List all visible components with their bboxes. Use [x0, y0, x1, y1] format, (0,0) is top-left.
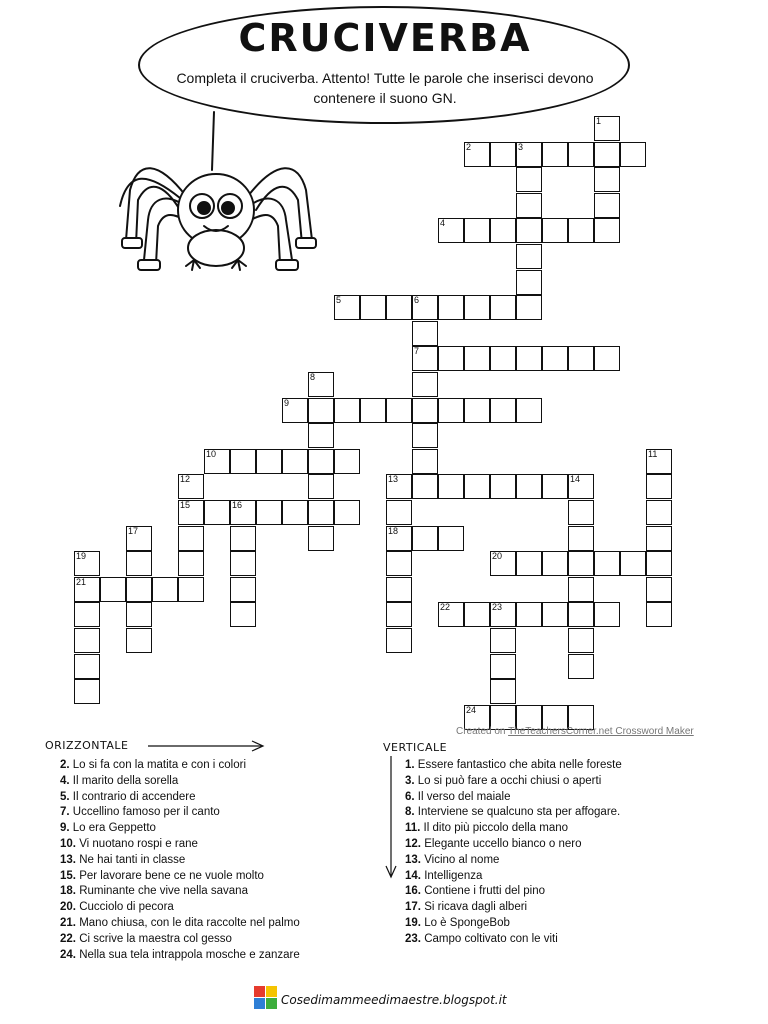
crossword-cell[interactable]	[74, 628, 100, 653]
clue-number: 7.	[60, 806, 70, 819]
crossword-cell[interactable]	[516, 167, 542, 192]
crossword-cell[interactable]	[386, 500, 412, 525]
crossword-cell[interactable]	[438, 526, 464, 551]
crossword-cell[interactable]	[516, 551, 542, 576]
cell-number: 1	[596, 116, 602, 126]
crossword-cell[interactable]	[256, 449, 282, 474]
clue-text: Campo coltivato con le viti	[421, 932, 558, 945]
across-clue-list	[60, 758, 300, 963]
crossword-cell[interactable]	[178, 474, 204, 499]
clue-number: 4.	[60, 774, 70, 787]
clue-number: 17.	[405, 901, 421, 914]
crossword-cell[interactable]	[74, 602, 100, 627]
crossword-cell[interactable]	[412, 346, 438, 371]
across-clue	[60, 869, 300, 885]
down-clue	[405, 932, 622, 948]
crossword-cell[interactable]	[126, 628, 152, 653]
cell-number: 20	[492, 551, 503, 562]
crossword-cell[interactable]	[178, 500, 204, 525]
clue-number: 15.	[60, 869, 76, 882]
crossword-cell[interactable]	[620, 142, 646, 167]
crossword-cell[interactable]	[412, 295, 438, 320]
clue-text: Lo si può fare a occhi chiusi o aperti	[414, 774, 602, 787]
crossword-cell[interactable]	[464, 398, 490, 423]
crossword-cell[interactable]	[594, 116, 620, 141]
crossword-cell[interactable]	[308, 526, 334, 551]
clue-number: 22.	[60, 932, 76, 945]
cell-number: 19	[76, 551, 87, 562]
arrow-down-icon	[384, 756, 398, 880]
clue-number: 16.	[405, 885, 421, 898]
crossword-cell[interactable]	[516, 398, 542, 423]
clue-text: Essere fantastico che abita nelle foreste	[414, 759, 622, 771]
crossword-cell[interactable]	[568, 526, 594, 551]
crossword-cell[interactable]	[230, 602, 256, 627]
clue-number: 3.	[405, 774, 415, 787]
crossword-cell[interactable]	[568, 474, 594, 499]
crossword-cell[interactable]	[386, 628, 412, 653]
down-heading: VERTICALE	[383, 741, 448, 754]
crossword-cell[interactable]	[490, 551, 516, 576]
crossword-cell[interactable]	[490, 142, 516, 167]
crossword-cell[interactable]	[490, 602, 516, 627]
down-clue	[405, 916, 622, 932]
crossword-cell[interactable]	[308, 372, 334, 397]
crossword-cell[interactable]	[438, 602, 464, 627]
crossword-cell[interactable]	[542, 551, 568, 576]
crossword-cell[interactable]	[438, 346, 464, 371]
down-clue	[405, 790, 622, 806]
cell-number: 8	[310, 372, 316, 382]
page-title: CRUCIVERBA	[238, 16, 532, 60]
cell-number: 17	[128, 525, 139, 536]
clue-number: 14.	[405, 869, 421, 882]
crossword-cell[interactable]	[204, 449, 230, 474]
crossword-cell[interactable]	[646, 526, 672, 551]
cell-number: 4	[440, 218, 446, 229]
clue-text: Ci scrive la maestra col gesso	[76, 932, 232, 945]
crossword-cell[interactable]	[386, 526, 412, 551]
across-clue	[60, 932, 300, 948]
cell-number: 23	[492, 602, 503, 613]
crossword-cell[interactable]	[282, 398, 308, 423]
crossword-cell[interactable]	[516, 218, 542, 243]
down-clue	[405, 853, 622, 869]
crossword-cell[interactable]	[646, 551, 672, 576]
crossword-cell[interactable]	[360, 398, 386, 423]
crossword-cell[interactable]	[594, 193, 620, 218]
crossword-cell[interactable]	[568, 142, 594, 167]
clue-text: Intelligenza	[421, 869, 483, 882]
crossword-cell[interactable]	[230, 551, 256, 576]
clue-number: 1.	[405, 759, 415, 771]
across-clue	[60, 916, 300, 932]
crossword-cell[interactable]	[542, 218, 568, 243]
crossword-cell[interactable]	[568, 654, 594, 679]
clue-text: Lo era Geppetto	[69, 822, 156, 835]
crossword-cell[interactable]	[126, 526, 152, 551]
clue-text: Elegante uccello bianco o nero	[421, 837, 582, 850]
crossword-cell[interactable]	[334, 500, 360, 525]
down-clue	[405, 900, 622, 916]
crossword-cell[interactable]	[646, 474, 672, 499]
clue-number: 11.	[405, 822, 421, 835]
crossword-cell[interactable]	[308, 500, 334, 525]
across-clue	[60, 853, 300, 869]
clue-number: 20.	[60, 901, 76, 914]
across-clue	[60, 774, 300, 790]
cell-number: 22	[440, 602, 451, 613]
crossword-cell[interactable]	[230, 449, 256, 474]
crossword-cell[interactable]	[412, 474, 438, 499]
cell-number: 7	[414, 346, 420, 357]
crossword-cell[interactable]	[516, 142, 542, 167]
cell-number: 9	[284, 397, 290, 408]
footer-site[interactable]: Cosedimammeedimaestre.blogspot.it	[281, 993, 507, 1007]
credit-line	[456, 726, 694, 737]
across-clue	[60, 884, 300, 900]
across-clue	[60, 837, 300, 853]
clue-number: 23.	[405, 932, 421, 945]
down-clue	[405, 869, 622, 885]
crossword-cell[interactable]	[308, 474, 334, 499]
cell-number: 24	[466, 704, 477, 715]
cell-number: 13	[388, 474, 399, 485]
crossword-cell[interactable]	[464, 602, 490, 627]
clue-text: Il marito della sorella	[69, 774, 179, 787]
cell-number: 16	[232, 500, 243, 510]
crossword-cell[interactable]	[594, 602, 620, 627]
crossword-cell[interactable]	[594, 167, 620, 192]
clue-number: 10.	[60, 837, 76, 850]
crossword-cell[interactable]	[464, 142, 490, 167]
across-clue	[60, 948, 300, 964]
crossword-cell[interactable]	[308, 423, 334, 448]
clue-number: 2.	[60, 759, 70, 771]
clue-text: Contiene i frutti del pino	[421, 885, 546, 898]
crossword-cell[interactable]	[542, 602, 568, 627]
crossword-cell[interactable]	[516, 602, 542, 627]
crossword-cell[interactable]	[334, 295, 360, 320]
crossword-cell[interactable]	[464, 295, 490, 320]
crossword-cell[interactable]	[568, 500, 594, 525]
crossword-cell[interactable]	[490, 295, 516, 320]
crossword-cell[interactable]	[412, 449, 438, 474]
crossword-cell[interactable]	[386, 474, 412, 499]
clue-text: Uccellino famoso per il canto	[69, 806, 220, 819]
clue-text: Il contrario di accendere	[69, 790, 196, 803]
crossword-cell[interactable]	[334, 398, 360, 423]
clue-number: 5.	[60, 790, 70, 803]
crossword-cell[interactable]	[74, 551, 100, 576]
crossword-cell[interactable]	[282, 500, 308, 525]
crossword-cell[interactable]	[646, 602, 672, 627]
clue-number: 24.	[60, 948, 76, 961]
crossword-cell[interactable]	[178, 551, 204, 576]
cell-number: 11	[648, 448, 658, 459]
across-clue	[60, 758, 300, 774]
crossword-cell[interactable]	[620, 551, 646, 576]
down-clue	[405, 884, 622, 900]
crossword-cell[interactable]	[516, 346, 542, 371]
clue-text: Si ricava dagli alberi	[421, 901, 528, 914]
cell-number: 6	[414, 295, 420, 306]
clue-text: Il verso del maiale	[414, 790, 511, 803]
cell-number: 21	[76, 576, 87, 587]
crossword-cell[interactable]	[74, 679, 100, 704]
crossword-cell[interactable]	[464, 346, 490, 371]
across-clue	[60, 900, 300, 916]
crossword-cell[interactable]	[490, 679, 516, 704]
crossword-cell[interactable]	[438, 295, 464, 320]
cell-number: 15	[180, 500, 191, 510]
crossword-cell[interactable]	[516, 474, 542, 499]
credit-prefix: Created on	[456, 726, 509, 737]
crossword-cell[interactable]	[230, 500, 256, 525]
clue-number: 8.	[405, 806, 415, 819]
crossword-cell[interactable]	[568, 551, 594, 576]
crossword-cell[interactable]	[412, 423, 438, 448]
clue-number: 6.	[405, 790, 415, 803]
crossword-cell[interactable]	[308, 398, 334, 423]
crossword-cell[interactable]	[646, 449, 672, 474]
across-heading: ORIZZONTALE	[45, 739, 129, 752]
crossword-cell[interactable]	[178, 526, 204, 551]
clue-text: Ne hai tanti in classe	[76, 853, 186, 866]
clue-number: 18.	[60, 885, 76, 898]
crossword-cell[interactable]	[386, 398, 412, 423]
crossword-cell[interactable]	[464, 218, 490, 243]
crossword-cell[interactable]	[646, 577, 672, 602]
clue-number: 12.	[405, 837, 421, 850]
clue-text: Vi nuotano rospi e rane	[76, 837, 198, 850]
crossword-cell[interactable]	[542, 346, 568, 371]
down-clue-list	[405, 758, 622, 948]
cell-number: 12	[180, 474, 191, 485]
crossword-cell[interactable]	[516, 270, 542, 295]
crossword-cell[interactable]	[126, 602, 152, 627]
clue-text: Lo è SpongeBob	[421, 916, 510, 929]
across-clue	[60, 821, 300, 837]
crossword-cell[interactable]	[594, 551, 620, 576]
clue-text: Il dito più piccolo della mano	[420, 822, 569, 835]
crossword-cell[interactable]	[594, 142, 620, 167]
crossword-cell[interactable]	[386, 602, 412, 627]
crossword-cell[interactable]	[490, 346, 516, 371]
across-clue	[60, 805, 300, 821]
cell-number: 14	[570, 474, 581, 485]
clue-number: 13.	[60, 853, 76, 866]
crossword-cell[interactable]	[100, 577, 126, 602]
down-clue	[405, 837, 622, 853]
crossword-cell[interactable]	[412, 372, 438, 397]
crossword-cell[interactable]	[516, 295, 542, 320]
crossword-cell[interactable]	[334, 449, 360, 474]
crossword-cell[interactable]	[516, 193, 542, 218]
puzzle-logo-icon	[254, 986, 278, 1012]
crossword-cell[interactable]	[230, 577, 256, 602]
crossword-cell[interactable]	[568, 577, 594, 602]
down-clue	[405, 821, 622, 837]
crossword-cell[interactable]	[438, 398, 464, 423]
crossword-cell[interactable]	[386, 551, 412, 576]
clue-text: Vicino al nome	[421, 853, 500, 866]
crossword-cell[interactable]	[230, 526, 256, 551]
crossword-cell[interactable]	[464, 474, 490, 499]
crossword-cell[interactable]	[568, 346, 594, 371]
crossword-cell[interactable]	[74, 577, 100, 602]
clue-text: Per lavorare bene ce ne vuole molto	[76, 869, 264, 882]
cell-number: 5	[336, 295, 342, 306]
crossword-cell[interactable]	[646, 500, 672, 525]
crossword-cell[interactable]	[360, 295, 386, 320]
cell-number: 18	[388, 525, 399, 536]
crossword-cell[interactable]	[386, 295, 412, 320]
down-clue	[405, 774, 622, 790]
clue-text: Nella sua tela intrappola mosche e zanzare	[76, 948, 300, 961]
clue-number: 19.	[405, 916, 421, 929]
crossword-cell[interactable]	[178, 577, 204, 602]
crossword-cell[interactable]	[126, 551, 152, 576]
crossword-cell[interactable]	[490, 398, 516, 423]
crossword-cell[interactable]	[438, 218, 464, 243]
crossword-cell[interactable]	[490, 474, 516, 499]
clue-number: 21.	[60, 916, 76, 929]
crossword-cell[interactable]	[542, 474, 568, 499]
crossword-cell[interactable]	[126, 577, 152, 602]
crossword-cell[interactable]	[594, 218, 620, 243]
cell-number: 3	[518, 141, 524, 152]
clue-text: Mano chiusa, con le dita raccolte nel palmo	[76, 916, 300, 929]
down-clue	[405, 805, 622, 821]
cell-number: 2	[466, 141, 472, 152]
instructions: Completa il cruciverba. Attento! Tutte le parole che inserisci devono contenere il suono GN.	[176, 70, 594, 106]
clue-number: 13.	[405, 853, 421, 866]
clue-text: Ruminante che vive nella savana	[76, 885, 248, 898]
clue-text: Cucciolo di pecora	[76, 901, 174, 914]
credit-link[interactable]: TheTeachersCorner.net Crossword Maker	[508, 726, 694, 737]
crossword-cell[interactable]	[308, 449, 334, 474]
crossword-cell[interactable]	[594, 346, 620, 371]
crossword-cell[interactable]	[568, 602, 594, 627]
crossword-cell[interactable]	[490, 218, 516, 243]
crossword-cell[interactable]	[568, 218, 594, 243]
crossword-cell[interactable]	[74, 654, 100, 679]
crossword-cell[interactable]	[204, 500, 230, 525]
crossword-cell[interactable]	[386, 577, 412, 602]
clue-text: Interviene se qualcuno sta per affogare.	[414, 806, 621, 819]
crossword-cell[interactable]	[568, 628, 594, 653]
arrow-right-icon	[148, 740, 266, 752]
crossword-cell[interactable]	[490, 654, 516, 679]
crossword-cell[interactable]	[542, 142, 568, 167]
crossword-cell[interactable]	[412, 526, 438, 551]
crossword-cell[interactable]	[256, 500, 282, 525]
cell-number: 10	[206, 448, 217, 459]
crossword-cell[interactable]	[438, 474, 464, 499]
crossword-cell[interactable]	[412, 321, 438, 346]
crossword-cell[interactable]	[412, 398, 438, 423]
crossword-cell[interactable]	[152, 577, 178, 602]
down-clue	[405, 758, 622, 774]
crossword-cell[interactable]	[282, 449, 308, 474]
crossword-cell[interactable]	[516, 244, 542, 269]
clue-number: 9.	[60, 822, 70, 835]
crossword-cell[interactable]	[490, 628, 516, 653]
across-clue	[60, 790, 300, 806]
clue-text: Lo si fa con la matita e con i colori	[69, 759, 247, 771]
